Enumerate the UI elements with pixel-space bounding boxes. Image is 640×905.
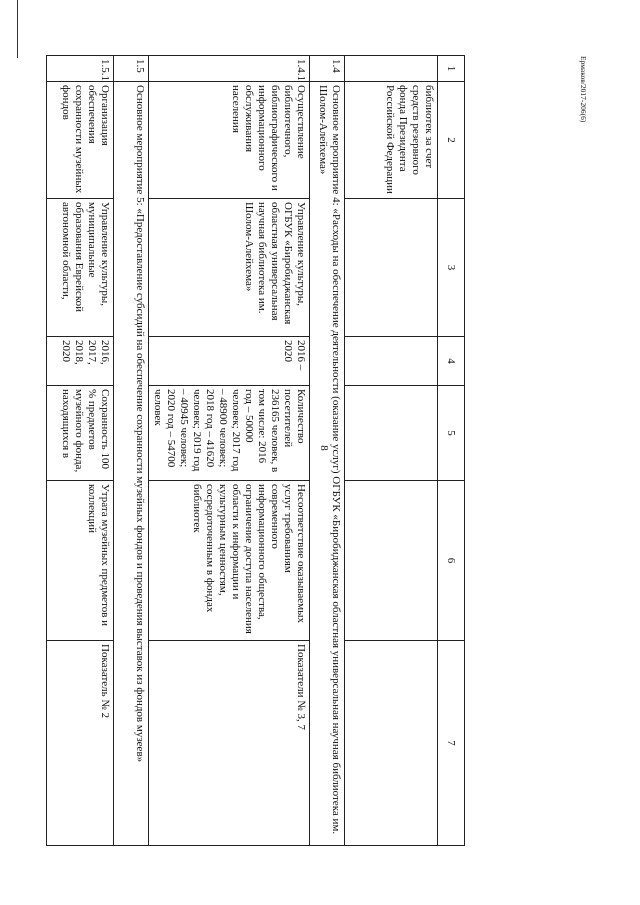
table-row (149, 56, 310, 846)
measures-table (46, 55, 465, 846)
col-header-5: 5 (438, 386, 465, 481)
period: 2016 – 2020 (149, 337, 310, 386)
indicator: Показатели № 3, 7 (149, 641, 310, 846)
section-number: 1.5 (114, 56, 149, 82)
executor: Управление культуры, муниципальные образования Еврейской автономной области, (47, 199, 114, 337)
period: 2016, 2017, 2018, 2020 (47, 337, 114, 386)
page-number: 8 (318, 445, 330, 451)
executor: Управление культуры, ОГБУК «Биробиджанская областная универсальная научная библиотека им. Шолом-Алейхема» (149, 199, 310, 337)
scan-edge-line (17, 0, 18, 58)
consequence: Несоответствие оказываемых услуг требованиям современного информационного общества, ограничение доступа населения области к информации и культурным ценностям, сосредоточенным в фондах библиотек (149, 481, 310, 641)
section-row (114, 56, 149, 846)
col-header-3: 3 (438, 199, 465, 337)
col-header-6: 6 (438, 481, 465, 641)
measure-name: Организация обеспечения сохранности музейных фондов (47, 82, 114, 199)
cell-result (345, 386, 438, 481)
expected-result: Сохранность 100 % предметов музейного фонда, находящихся в (47, 386, 114, 481)
consequence: Утрата музейных предметов и коллекций (47, 481, 114, 641)
section-title: Основное мероприятие 5: «Предоставление субсидий на обеспечение сохранности музейных фондов и проведения выставок из фондов музеев» (114, 82, 149, 846)
cell-executor (345, 199, 438, 337)
continued-row (345, 56, 438, 846)
cell-period (345, 337, 438, 386)
document-footer-code: Ермаков/2017-206(6) (579, 56, 588, 123)
indicator: Показатель № 2 (47, 641, 114, 846)
col-header-7: 7 (438, 641, 465, 846)
landscape-page (60, 55, 465, 845)
column-number-row (438, 56, 465, 846)
row-number: 1.5.1 (47, 56, 114, 82)
expected-result: Количество посетителей 236165 человек, в том числе: 2016 год – 50000 человек; 2017 год – 48900 человек; 2018 год – 41620 человек; 2019 год – 40945 человек; 2020 год – 54700 человек (149, 386, 310, 481)
section-number: 1.4 (310, 56, 345, 82)
cell-num (345, 56, 438, 82)
cell-consequence (345, 481, 438, 641)
row-number: 1.4.1 (149, 56, 310, 82)
col-header-4: 4 (438, 337, 465, 386)
measure-name: Осуществление библиотечного, библиографического и информационного обслуживания населения (149, 82, 310, 199)
cell-indicator (345, 641, 438, 846)
col-header-2: 2 (438, 82, 465, 199)
table-row (47, 56, 114, 846)
section-title: Основное мероприятие 4: «Расходы на обеспечение деятельности (оказание услуг) ОГБУК «Биробиджанская областная универсальная научная библиотека им. Шолом-Алейхема» (310, 82, 345, 846)
cell-name: библиотек за счет средств резервного фонда Президента Российской Федерации (345, 82, 438, 199)
col-header-1: 1 (438, 56, 465, 82)
section-row (310, 56, 345, 846)
